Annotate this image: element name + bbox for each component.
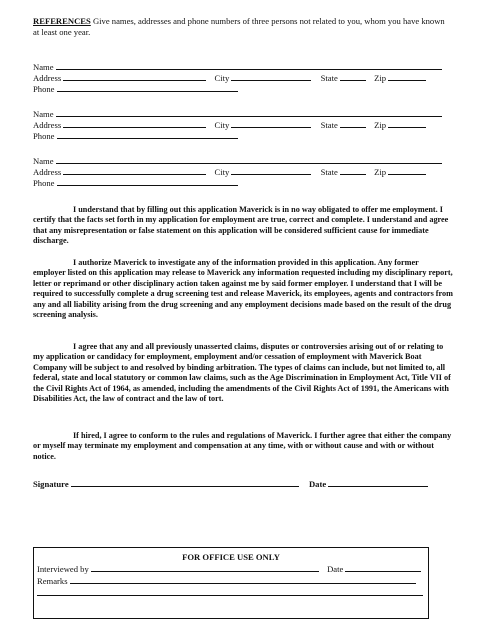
ref1-address-row: Address City State Zip (33, 72, 426, 83)
remarks-field-2[interactable] (37, 587, 423, 596)
ref1-phone-field[interactable] (57, 83, 238, 92)
references-intro (33, 16, 453, 37)
ref1-name-field[interactable] (56, 61, 442, 70)
paragraph-arbitration: I agree that any and all previously unasserted claims, disputes or controversies arising out of or relating to my application or candidacy for employment, employment and/or cessation of employment with Maverick Boat Company will be subject to and resolved by binding arbitration. The types of claims can include, but not limited to, all federal, state and local statutory or common law claims, such as the Age Discrimination in Employment Act, Title VII of the Civil Rights Act of 1964, as amended, including the amendments of the Civil Rights Act of 1991, the Americans with Disabilities Act, the law of contract and the law of tort. (33, 342, 451, 404)
ref2-phone-row: Phone (33, 130, 238, 141)
ref1-state-field[interactable] (340, 72, 366, 81)
ref3-state-field[interactable] (340, 166, 366, 175)
references-heading: REFERENCES (33, 16, 91, 26)
ref1-city-field[interactable] (231, 72, 311, 81)
signature-field[interactable] (71, 478, 299, 487)
interviewed-by-row: Interviewed by Date (37, 563, 421, 574)
ref2-address-row: Address City State Zip (33, 119, 426, 130)
office-use-title: FOR OFFICE USE ONLY (182, 552, 280, 562)
signature-date-field[interactable] (328, 478, 428, 487)
ref3-phone-row: Phone (33, 177, 238, 188)
ref3-address-field[interactable] (63, 166, 206, 175)
ref2-phone-field[interactable] (57, 130, 238, 139)
ref2-zip-field[interactable] (388, 119, 426, 128)
office-use-box (33, 547, 429, 619)
ref2-name-field[interactable] (56, 108, 442, 117)
interviewed-by-field[interactable] (91, 563, 319, 572)
paragraph-authorization: I authorize Maverick to investigate any of the information provided in this application. Any former employer listed on this application may release to Maverick any information requested including my disciplinary report, letter or reprimand or other disciplinary action taken against me by said former employer. I understand that I will be required to successfully complete a drug screening test and release Maverick, its employees, agents and contractors from any and all liability arising from the drug screening and any employment decisions made based on the result of the drug screening analysis. (33, 258, 453, 320)
paragraph-obligation: I understand that by filling out this application Maverick is in no way obligated to offer me employment. I certify that the facts set forth in my application for employment are true, correct and complete. I understand and agree that any misrepresentation or false statement on this application will be considered sufficient cause for immediate discharge. (33, 205, 449, 246)
ref3-name-row: Name (33, 155, 442, 166)
ref3-address-row: Address City State Zip (33, 166, 426, 177)
ref3-phone-field[interactable] (57, 177, 238, 186)
ref3-city-field[interactable] (231, 166, 311, 175)
ref1-name-row: Name (33, 61, 442, 72)
ref2-name-row: Name (33, 108, 442, 119)
ref3-name-field[interactable] (56, 155, 442, 164)
ref3-zip-field[interactable] (388, 166, 426, 175)
ref2-city-field[interactable] (231, 119, 311, 128)
remarks-field[interactable] (70, 575, 416, 584)
ref1-address-field[interactable] (63, 72, 206, 81)
ref1-phone-row: Phone (33, 83, 238, 94)
paragraph-at-will: If hired, I agree to conform to the rules and regulations of Maverick. I further agree that either the company or myself may terminate my employment and compensation at any time, with or without cause and with or without notice. (33, 431, 452, 461)
remarks-line-2 (37, 587, 423, 598)
ref1-zip-field[interactable] (388, 72, 426, 81)
references-instructions: Give names, addresses and phone numbers of three persons not related to you, whom you have known at least one year. (33, 16, 445, 37)
ref2-address-field[interactable] (63, 119, 206, 128)
signature-row: Signature Date (33, 478, 428, 489)
office-date-field[interactable] (345, 563, 421, 572)
ref2-state-field[interactable] (340, 119, 366, 128)
remarks-row: Remarks (37, 575, 416, 586)
